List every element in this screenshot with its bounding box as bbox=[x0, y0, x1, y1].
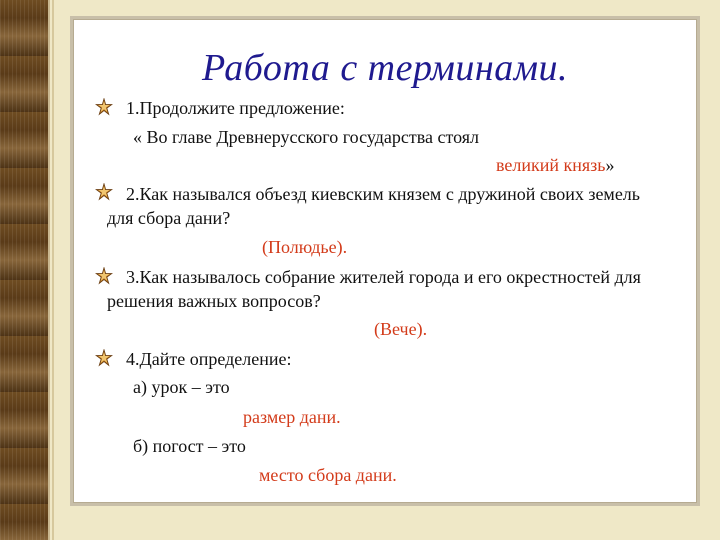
star-bullet-icon bbox=[95, 98, 113, 116]
decorative-vertical-line bbox=[52, 0, 54, 540]
slide-card bbox=[70, 16, 700, 506]
question-2-answer: (Полюдье). bbox=[262, 237, 348, 257]
question-3-line-1: 3.Как называлось собрание жителей города и его окрестностей для bbox=[126, 267, 641, 287]
question-4-a-label: а) урок – это bbox=[133, 377, 230, 397]
question-1-answer: великий князь bbox=[496, 155, 606, 175]
question-3-answer: (Вече). bbox=[374, 319, 428, 339]
question-1-answer-line bbox=[496, 153, 615, 177]
question-1-closing-quote: » bbox=[605, 155, 615, 175]
question-4-b-answer: место сбора дани. bbox=[259, 465, 397, 485]
slide-title: Работа с терминами. bbox=[202, 47, 568, 89]
star-bullet-icon bbox=[95, 183, 113, 201]
question-4-b-label: б) погост – это bbox=[133, 436, 246, 456]
question-1-sentence: « Во главе Древнерусского государства стоял bbox=[133, 127, 480, 147]
question-1-prompt: 1.Продолжите предложение: bbox=[126, 98, 345, 118]
question-3-line-2: решения важных вопросов? bbox=[107, 291, 321, 311]
star-bullet-icon bbox=[95, 267, 113, 285]
question-4-a-answer: размер дани. bbox=[243, 407, 341, 427]
question-2-line-2: для сбора дани? bbox=[107, 208, 231, 228]
question-4-prompt: 4.Дайте определение: bbox=[126, 349, 292, 369]
star-bullet-icon bbox=[95, 349, 113, 367]
decorative-left-strip bbox=[0, 0, 50, 540]
question-2-line-1: 2.Как назывался объезд киевским князем с дружиной своих земель bbox=[126, 184, 641, 204]
